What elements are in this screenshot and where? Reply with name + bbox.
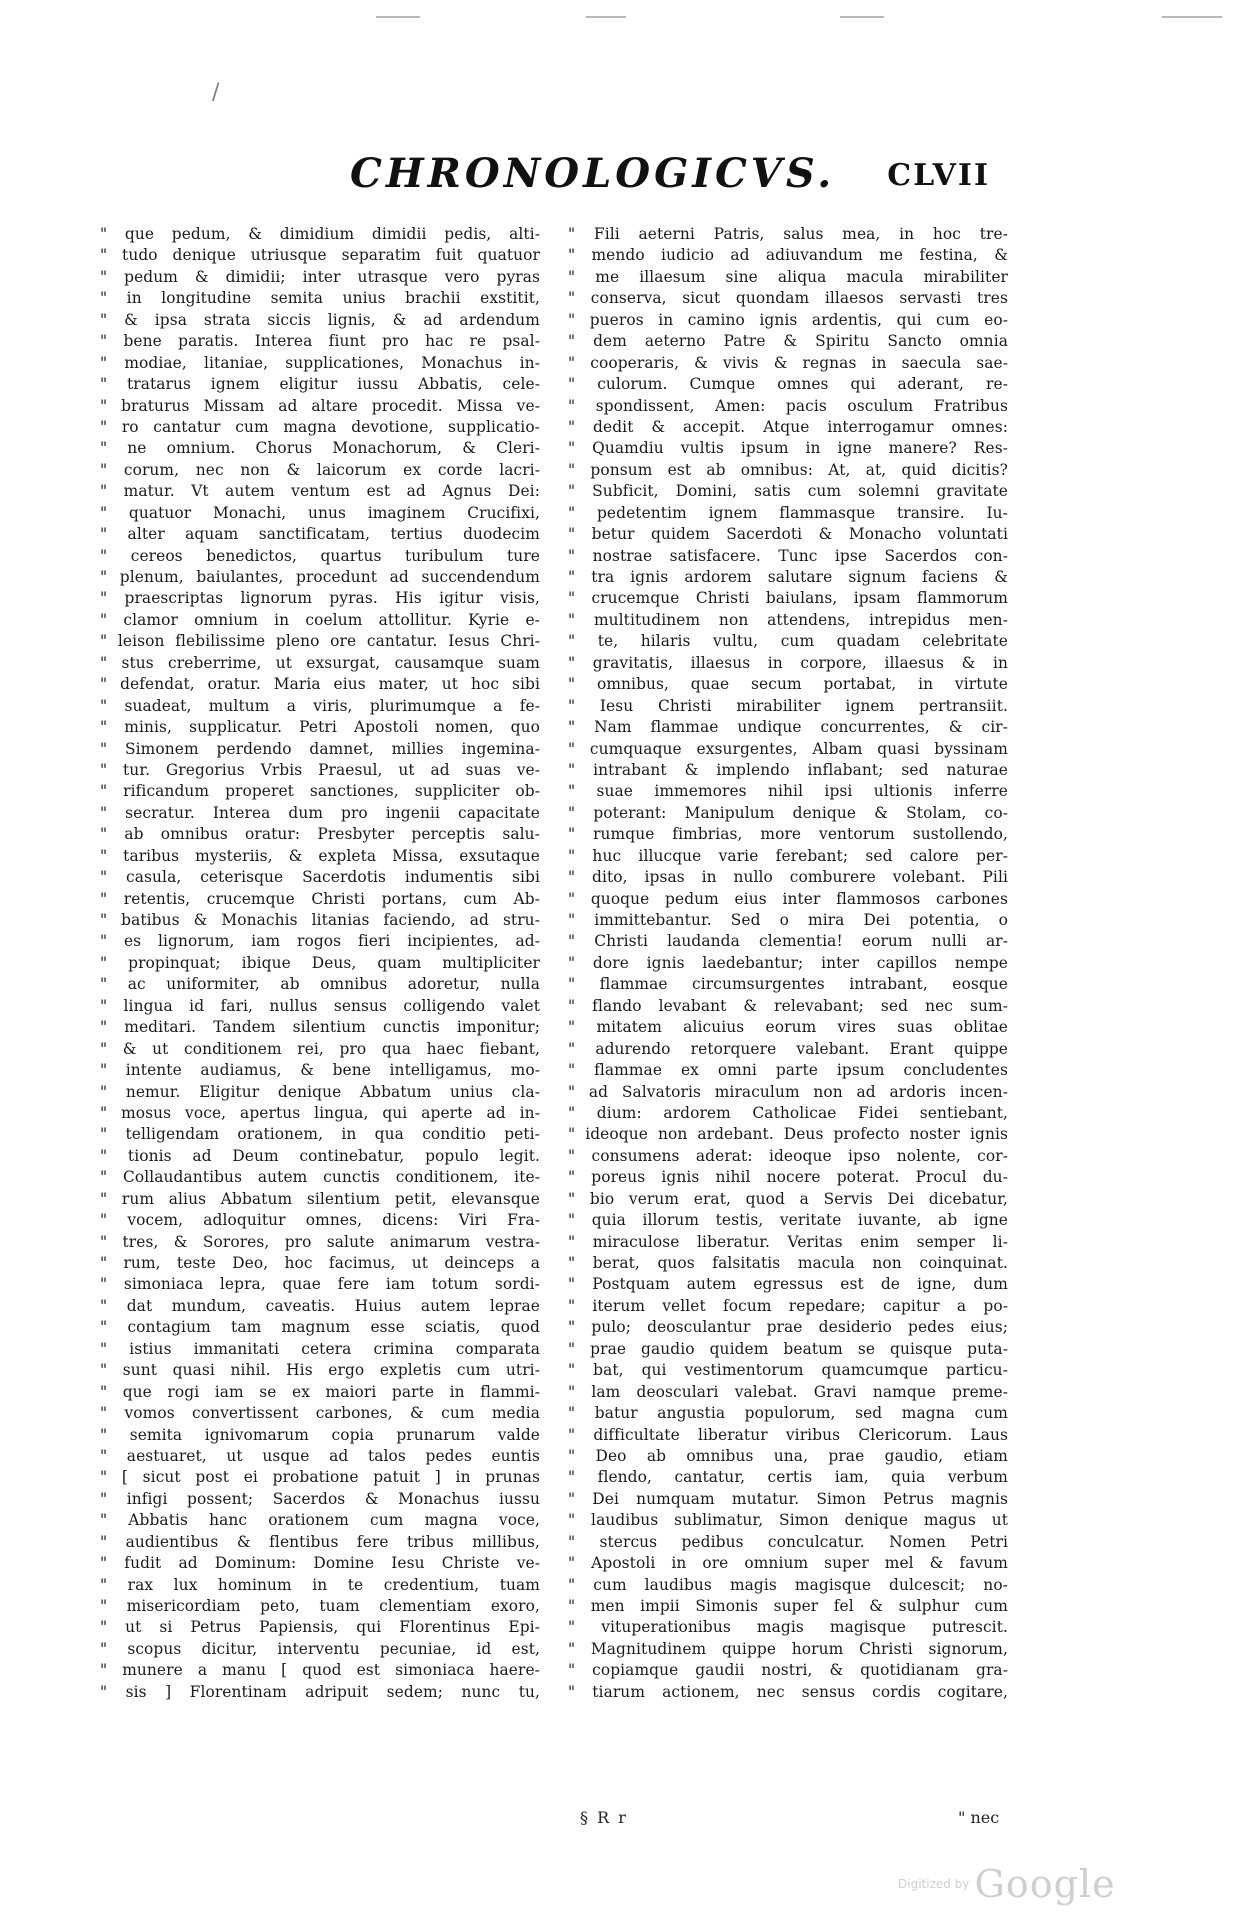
text-line: " cumquaque exsurgentes, Albam quasi byssinam	[568, 739, 1008, 758]
text-line: " retentis, crucemque Christi portans, cum Ab-	[100, 889, 540, 908]
text-line: " Nam flammae undique concurrentes, & cir-	[568, 718, 1008, 737]
text-line: " ponsum est ab omnibus: At, at, quid dicitis?	[568, 460, 1008, 479]
text-line: " bio verum erat, quod a Servis Dei dicebatur,	[568, 1189, 1008, 1208]
text-line: " tiarum actionem, nec sensus cordis cogitare,	[568, 1682, 1008, 1701]
text-line: " intente audiamus, & bene intelligamus, mo-	[100, 1061, 540, 1080]
text-line: " flendo, cantatur, certis iam, quia verbum	[568, 1468, 1008, 1487]
text-line: " dedit & accepit. Atque interrogamur omnes:	[568, 417, 1008, 436]
top-scan-marks	[0, 16, 1252, 20]
text-line: " [ sicut post ei probatione patuit ] in prunas	[100, 1468, 540, 1487]
text-line: " rum, teste Deo, hoc facimus, ut deinceps a	[100, 1254, 540, 1272]
text-line: " semita ignivomarum copia prunarum valde	[100, 1425, 540, 1444]
text-line: " pueros in camino ignis ardentis, qui cum eo-	[568, 310, 1008, 329]
running-head	[330, 150, 1030, 210]
text-line: " mosus voce, apertus lingua, qui aperte ad in-	[100, 1103, 540, 1122]
text-line: " flando levabant & relevabant; sed nec sum-	[568, 996, 1008, 1015]
text-line: " rum alius Abbatum silentium petit, elevansque	[100, 1189, 540, 1208]
text-line: " sunt quasi nihil. His ergo expletis cum utri-	[100, 1361, 540, 1380]
text-line: " cum laudibus magis magisque dulcescit; no-	[568, 1575, 1008, 1594]
text-line: " Subficit, Domini, satis cum solemni gravitate	[568, 482, 1008, 501]
text-line: " scopus dicitur, interventu pecuniae, id est,	[100, 1639, 540, 1658]
text-line: " ne omnium. Chorus Monachorum, & Cleri-	[100, 439, 540, 458]
text-line: " consumens aderat: ideoque ipso nolente, cor-	[568, 1146, 1008, 1165]
text-line: " culorum. Cumque omnes qui aderant, re-	[568, 375, 1008, 394]
text-line: " Quamdiu vultis ipsum in igne manere? Res-	[568, 439, 1008, 458]
text-line: " es lignorum, iam rogos fieri incipientes, ad-	[100, 932, 540, 951]
text-line: " intrabant & implendo inflabant; sed naturae	[568, 760, 1008, 779]
text-line: " Collaudantibus autem cunctis conditionem, ite-	[100, 1168, 540, 1187]
text-line: " leison flebilissime pleno ore cantatur. Iesus Chri-	[100, 632, 540, 651]
text-line: " plenum, baiulantes, procedunt ad succendendum	[100, 568, 540, 586]
text-line: " vomos convertissent carbones, & cum media	[100, 1404, 540, 1423]
text-line: " Abbatis hanc orationem cum magna voce,	[100, 1511, 540, 1530]
text-line: " rumque fimbrias, more ventorum sustollendo,	[568, 825, 1008, 844]
text-line: " multitudinem non attendens, intrepidus men-	[568, 610, 1008, 629]
text-line: " stus creberrime, ut exsurgat, causamque suam	[100, 653, 540, 672]
text-line: " braturus Missam ad altare procedit. Missa ve-	[100, 396, 540, 415]
text-line: " Dei numquam mutatur. Simon Petrus magnis	[568, 1489, 1008, 1508]
text-line: " tur. Gregorius Vrbis Praesul, ut ad suas ve-	[100, 760, 540, 779]
text-line: " ac uniformiter, ab omnibus adoretur, nulla	[100, 975, 540, 994]
text-line: " que pedum, & dimidium dimidii pedis, alti-	[100, 225, 540, 243]
text-line: " corum, nec non & laicorum ex corde lacri-	[100, 460, 540, 479]
text-line: " Deo ab omnibus una, prae gaudio, etiam	[568, 1446, 1008, 1465]
text-line: " minis, supplicatur. Petri Apostoli nomen, quo	[100, 718, 540, 737]
text-line: " suae immemores nihil ipsi ultionis inferre	[568, 782, 1008, 801]
watermark-brand: Google	[974, 1862, 1116, 1906]
text-line: " vocem, adloquitur omnes, dicens: Viri Fra-	[100, 1211, 540, 1230]
text-line: " istius immanitati cetera crimina comparata	[100, 1339, 540, 1358]
text-line: " modiae, litaniae, supplicationes, Monachus in-	[100, 353, 540, 372]
text-line: " Apostoli in ore omnium super mel & favum	[568, 1554, 1008, 1573]
text-line: " mitatem alicuius eorum vires suas oblitae	[568, 1018, 1008, 1037]
text-line: " prae gaudio quidem beatum se quisque puta-	[568, 1339, 1008, 1358]
text-line: " propinquat; ibique Deus, quam multipliciter	[100, 953, 540, 972]
text-line: " aestuaret, ut usque ad talos pedes euntis	[100, 1446, 540, 1465]
text-line: " tres, & Sorores, pro salute animarum vestra-	[100, 1232, 540, 1251]
text-line: " rificandum properet sanctiones, suppliciter ob-	[100, 782, 540, 801]
text-line: " audientibus & flentibus fere tribus millibus,	[100, 1532, 540, 1551]
text-line: " berat, quos falsitatis macula non coinquinat.	[568, 1254, 1008, 1272]
text-line: " Postquam autem egressus est de igne, dum	[568, 1275, 1008, 1294]
text-line: " dium: ardorem Catholicae Fidei sentiebant,	[568, 1103, 1008, 1122]
text-line: " conserva, sicut quondam illaesos servasti tres	[568, 289, 1008, 308]
left-text-column	[100, 224, 540, 1703]
text-line: " ideoque non ardebant. Deus profecto noster ignis	[568, 1125, 1008, 1144]
text-line: " matur. Vt autem ventum est ad Agnus Dei:	[100, 482, 540, 501]
text-line: " flammae circumsurgentes intrabant, eosque	[568, 975, 1008, 994]
text-line: " difficultate liberatur viribus Clericorum. Laus	[568, 1425, 1008, 1444]
text-line: " batibus & Monachis litanias faciendo, ad stru-	[100, 911, 540, 929]
text-line: " bat, qui vestimentorum quamcumque particu-	[568, 1361, 1008, 1380]
text-line: " tionis ad Deum continebatur, populo legit.	[100, 1146, 540, 1165]
text-line: " meditari. Tandem silentium cunctis imponitur;	[100, 1018, 540, 1037]
text-line: " quatuor Monachi, unus imaginem Crucifixi,	[100, 503, 540, 522]
text-line: " secratur. Interea dum pro ingenii capacitate	[100, 803, 540, 822]
catchword: " nec	[958, 1808, 1000, 1827]
text-line: " laudibus sublimatur, Simon denique magus ut	[568, 1511, 1008, 1530]
text-line: " huc illucque varie ferebant; sed calore per-	[568, 846, 1008, 865]
text-line: " miraculose liberatur. Veritas enim semper li-	[568, 1232, 1008, 1251]
text-line: " sis ] Florentinam adripuit sedem; nunc tu,	[100, 1682, 540, 1701]
text-line: " adurendo retorquere valebant. Erant quippe	[568, 1039, 1008, 1058]
text-line: " pulo; deosculantur prae desiderio pedes eius;	[568, 1318, 1008, 1337]
text-line: " misericordiam peto, tuam clementiam exoro,	[100, 1597, 540, 1615]
digitization-watermark	[898, 1862, 1116, 1906]
text-line: " Magnitudinem quippe horum Christi signorum,	[568, 1639, 1008, 1658]
text-line: " Christi laudanda clementia! eorum nulli ar-	[568, 932, 1008, 951]
text-line: " flammae ex omni parte ipsum concludentes	[568, 1061, 1008, 1080]
text-line: " Iesu Christi mirabiliter ignem pertransiit.	[568, 696, 1008, 715]
text-line: " ad Salvatoris miraculum non ad ardoris incen-	[568, 1082, 1008, 1101]
text-line: " casula, ceterisque Sacerdotis indumentis sibi	[100, 868, 540, 887]
text-line: " bene paratis. Interea fiunt pro hac re psal-	[100, 332, 540, 351]
watermark-prefix: Digitized by	[898, 1877, 970, 1891]
folio-number: CLVII	[887, 158, 990, 193]
text-line: " me illaesum sine aliqua macula mirabiliter	[568, 267, 1008, 286]
text-line: " te, hilaris vultu, cum quadam celebritate	[568, 632, 1008, 651]
text-line: " que rogi iam se ex maiori parte in flammi-	[100, 1382, 540, 1401]
text-line: " Fili aeterni Patris, salus mea, in hoc tre-	[568, 225, 1008, 243]
text-line: " taribus mysteriis, & expleta Missa, exsutaque	[100, 846, 540, 865]
text-line: " defendat, oratur. Maria eius mater, ut hoc sibi	[100, 675, 540, 694]
text-line: " poreus ignis nihil nocere poterat. Procul du-	[568, 1168, 1008, 1187]
text-line: " in longitudine semita unius brachii exstitit,	[100, 289, 540, 308]
text-line: " tratarus ignem eligitur iussu Abbatis, cele-	[100, 375, 540, 394]
text-line: " rax lux hominum in te credentium, tuam	[100, 1575, 540, 1594]
scan-stray-mark: /	[212, 80, 220, 105]
text-line: " copiamque gaudii nostri, & quotidianam gra-	[568, 1661, 1008, 1680]
text-line: " clamor omnium in coelum attollitur. Kyrie e-	[100, 610, 540, 629]
text-line: " lam deosculari valebat. Gravi namque preme-	[568, 1382, 1008, 1401]
text-line: " munere a manu [ quod est simoniaca haere-	[100, 1661, 540, 1680]
text-line: " gravitatis, illaesus in corpore, illaesus & in	[568, 653, 1008, 672]
text-line: " dito, ipsas in nullo comburere volebant. Pili	[568, 868, 1008, 887]
text-line: " pedum & dimidii; inter utrasque vero pyras	[100, 267, 540, 286]
text-line: " & ipsa strata siccis lignis, & ad ardendum	[100, 310, 540, 329]
text-line: " vituperationibus magis magisque putrescit.	[568, 1618, 1008, 1637]
text-line: " spondissent, Amen: pacis osculum Fratribus	[568, 396, 1008, 415]
text-line: " praescriptas lignorum pyras. His igitur visis,	[100, 589, 540, 608]
text-line: " contagium tam magnum esse sciatis, quod	[100, 1318, 540, 1337]
text-line: " mendo iudicio ad adiuvandum me festina, &	[568, 246, 1008, 265]
text-line: " pedetentim ignem flammasque transire. Iu-	[568, 503, 1008, 522]
right-text-column	[568, 224, 1008, 1703]
text-line: " ab omnibus oratur: Presbyter perceptis salu-	[100, 825, 540, 844]
text-line: " dore ignis laedebantur; inter capillos nempe	[568, 953, 1008, 972]
text-line: " tudo denique utriusque separatim fuit quatuor	[100, 246, 540, 265]
text-line: " poterant: Manipulum denique & Stolam, co-	[568, 803, 1008, 822]
text-line: " simoniaca lepra, quae fere iam totum sordi-	[100, 1275, 540, 1294]
text-line: " iterum vellet focum repedare; capitur a po-	[568, 1296, 1008, 1315]
text-line: " quia illorum testis, veritate iuvante, ab igne	[568, 1211, 1008, 1230]
text-line: " crucemque Christi baiulans, ipsam flammorum	[568, 589, 1008, 608]
text-line: " lingua id fari, nullus sensus colligendo valet	[100, 996, 540, 1015]
text-line: " infigi possent; Sacerdos & Monachus iussu	[100, 1489, 540, 1508]
text-line: " batur angustia populorum, sed magna cum	[568, 1404, 1008, 1423]
text-line: " dem aeterno Patre & Spiritu Sancto omnia	[568, 332, 1008, 351]
text-line: " & ut conditionem rei, pro qua haec fiebant,	[100, 1039, 540, 1058]
text-line: " fudit ad Dominum: Domine Iesu Christe ve-	[100, 1554, 540, 1573]
signature-mark: § R r	[580, 1808, 628, 1827]
running-title: CHRONOLOGICVS.	[350, 150, 836, 197]
text-line: " ut si Petrus Papiensis, qui Florentinus Epi-	[100, 1618, 540, 1637]
text-line: " immittebantur. Sed o mira Dei potentia, o	[568, 911, 1008, 929]
text-line: " cooperaris, & vivis & regnas in saecula sae-	[568, 353, 1008, 372]
text-line: " telligendam orationem, in qua conditio peti-	[100, 1125, 540, 1144]
text-line: " nemur. Eligitur denique Abbatum unius cla-	[100, 1082, 540, 1101]
text-line: " dat mundum, caveatis. Huius autem leprae	[100, 1296, 540, 1315]
text-line: " quoque pedum eius inter flammosos carbones	[568, 889, 1008, 908]
text-line: " ro cantatur cum magna devotione, supplicatio-	[100, 417, 540, 436]
text-line: " Simonem perdendo damnet, millies ingemina-	[100, 739, 540, 758]
text-line: " cereos benedictos, quartus turibulum ture	[100, 546, 540, 565]
text-line: " tra ignis ardorem salutare signum faciens &	[568, 568, 1008, 586]
text-line: " men impii Simonis super fel & sulphur cum	[568, 1597, 1008, 1615]
text-line: " suadeat, multum a viris, plurimumque a fe-	[100, 696, 540, 715]
text-line: " omnibus, quae secum portabat, in virtute	[568, 675, 1008, 694]
text-line: " betur quidem Sacerdoti & Monacho voluntati	[568, 525, 1008, 544]
text-line: " stercus pedibus conculcatur. Nomen Petri	[568, 1532, 1008, 1551]
text-line: " nostrae satisfacere. Tunc ipse Sacerdos con-	[568, 546, 1008, 565]
text-line: " alter aquam sanctificatam, tertius duodecim	[100, 525, 540, 544]
